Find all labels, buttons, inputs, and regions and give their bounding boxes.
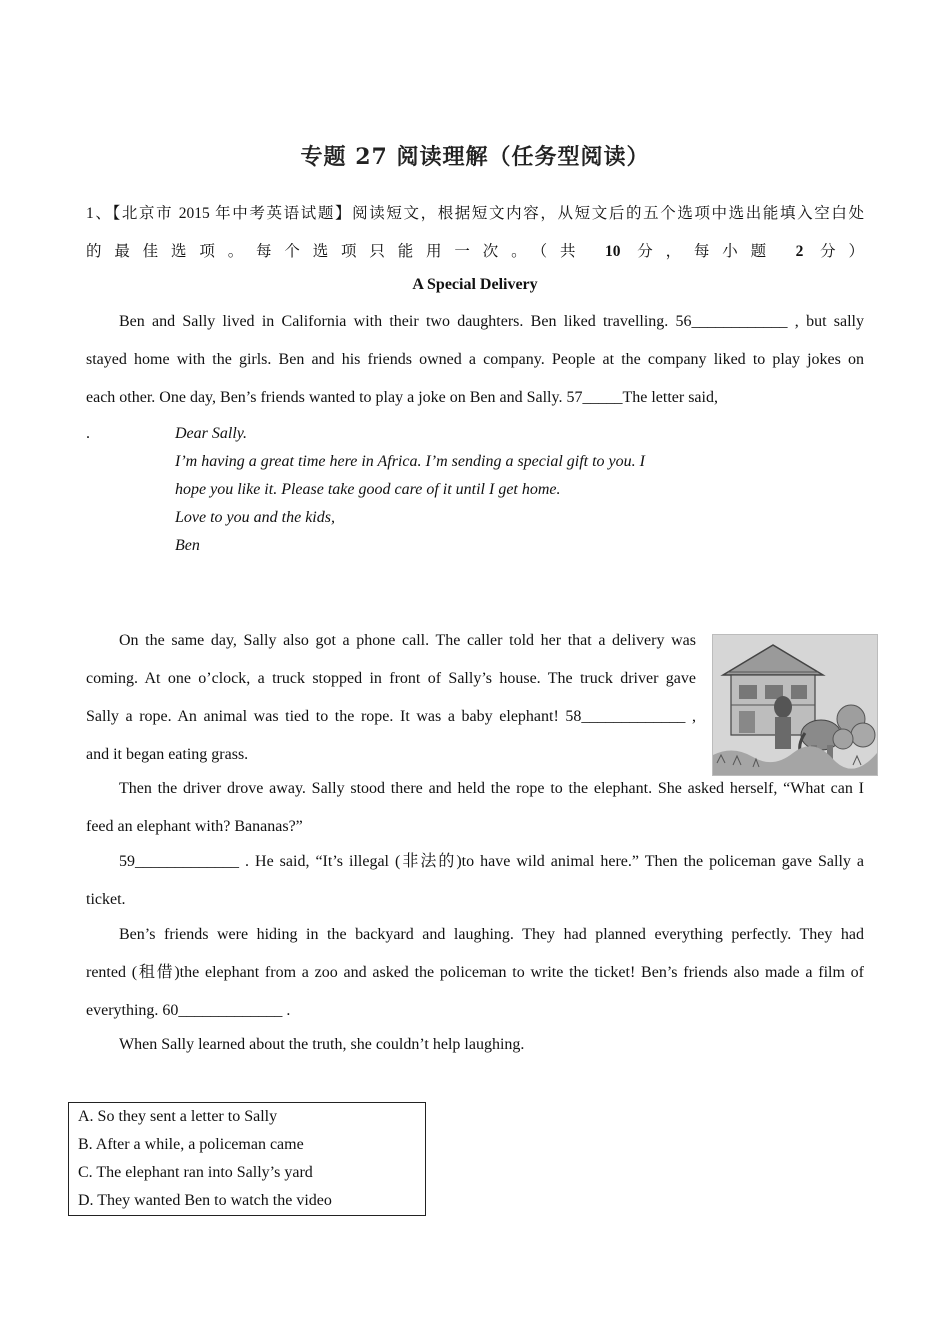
paragraph-6: When Sally learned about the truth, she couldn’t help laughing. <box>119 1036 525 1053</box>
letter-line: I’m having a great time here in Africa. I’m sending a special gift to you. I <box>175 453 645 470</box>
paragraph-2: On the same day, Sally also got a phone call. The caller told her that a delivery was coming. At one o’clock, a truck stopped in front of Sally’s house. The truck driver gave Sally a rope. An animal was tied to the rope. It was a baby elephant! 58_____________ , and it began eating grass. <box>86 632 696 763</box>
option-d: D. They wanted Ben to watch the video <box>78 1192 332 1209</box>
letter-line: Love to you and the kids, <box>175 509 335 526</box>
paragraph-3: Then the driver drove away. Sally stood there and held the rope to the elephant. She asked herself, “What can I feed an elephant with? Bananas?” <box>86 780 864 835</box>
intro-line: 的最佳选项。每个选项只能用一次。（共 10 分，每小题 2 分） <box>86 243 864 260</box>
options-box <box>68 1102 426 1216</box>
option-c: C. The elephant ran into Sally’s yard <box>78 1164 313 1181</box>
question-intro <box>86 195 864 271</box>
letter-line: Dear Sally. <box>175 425 247 442</box>
stray-dot: . <box>86 425 90 442</box>
letter-line: hope you like it. Please take good care of it until I get home. <box>175 481 561 498</box>
paragraph-4: 59_____________ . He said, “It’s illegal (非法的)to have wild animal here.” Then the policeman gave Sally a ticket. <box>86 853 864 908</box>
option-a: A. So they sent a letter to Sally <box>78 1108 278 1125</box>
story-title: A Special Delivery <box>412 276 538 293</box>
intro-line: 1、【北京市 2015 年中考英语试题】阅读短文，根据短文内容，从短文后的五个选项中选出能填入空白处 <box>86 205 864 222</box>
letter-line: Ben <box>175 537 200 554</box>
paragraph-5: Ben’s friends were hiding in the backyard and laughing. They had planned everything perfectly. They had rented (租借)the elephant from a zoo and asked the policeman to write the ticket! Ben’s friends also made a film of everything. 60_____________ . <box>86 926 864 1019</box>
house-elephant-sketch <box>713 635 877 775</box>
paragraph-1: Ben and Sally lived in California with their two daughters. Ben liked travelling. 56____________ , but sally stayed home with the girls. Ben and his friends owned a company. People at the company liked to play jokes on each other. One day, Ben’s friends wanted to play a joke on Ben and Sally. 57_____The letter said, <box>86 313 864 406</box>
page-title: 专题 27 阅读理解（任务型阅读） <box>300 144 650 170</box>
elephant-illustration <box>712 634 878 776</box>
option-b: B. After a while, a policeman came <box>78 1136 304 1153</box>
